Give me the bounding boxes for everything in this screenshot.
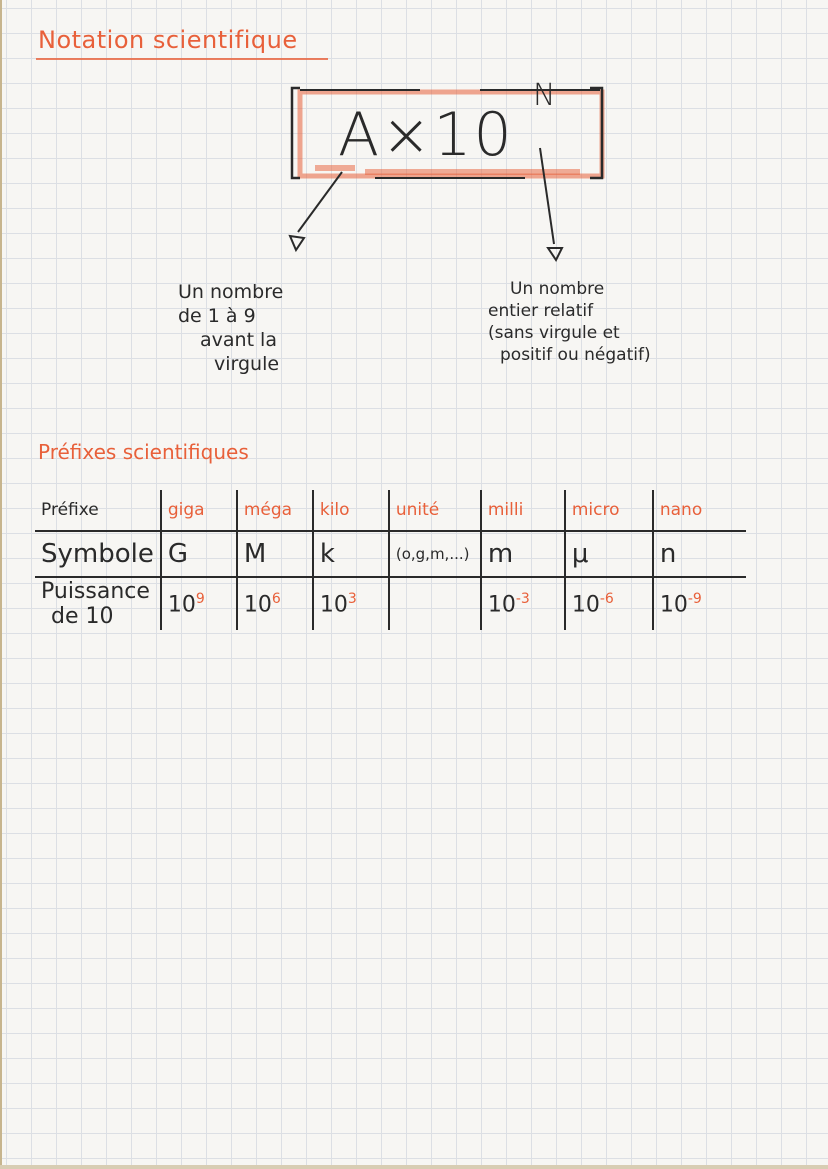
prefix-cell: micro <box>565 490 653 531</box>
prefix-cell: kilo <box>313 490 389 531</box>
symbol-cell: m <box>481 531 565 577</box>
symbol-cell: G <box>161 531 237 577</box>
page-title: Notation scientifique <box>38 26 298 54</box>
arrow-left-shaft <box>298 172 342 232</box>
left-note-line: Un nombre <box>178 281 284 303</box>
symbol-cell: k <box>313 531 389 577</box>
table-row-prefix <box>35 490 746 531</box>
right-note-line: (sans virgule et <box>488 323 620 343</box>
row-label-power <box>35 577 161 630</box>
right-note-line: Un nombre <box>510 279 605 299</box>
power-cell <box>313 577 389 630</box>
right-note-line: entier relatif <box>488 301 594 321</box>
power-base: 10 <box>571 592 600 618</box>
row-label-symbol: Symbole <box>35 531 161 577</box>
row-label-prefix: Préfixe <box>41 500 99 520</box>
power-exponent: -9 <box>687 590 702 607</box>
power-exponent: 6 <box>271 590 281 607</box>
power-base: 10 <box>659 592 688 618</box>
power-exponent: 3 <box>347 590 357 607</box>
power-exponent: -3 <box>515 590 530 607</box>
row-label-power-line: de 10 <box>51 604 114 629</box>
power-base: 10 <box>487 592 516 618</box>
formula-base: A×10 <box>338 100 514 170</box>
symbol-cell: μ <box>565 531 653 577</box>
prefix-cell: giga <box>161 490 237 531</box>
formula-exponent: N <box>533 78 558 113</box>
left-annotation <box>178 280 283 376</box>
arrow-right-shaft <box>540 148 554 244</box>
power-exponent: 9 <box>195 590 205 607</box>
symbol-cell: (o,g,m,...) <box>389 531 481 577</box>
power-base: 10 <box>243 592 272 618</box>
prefix-cell: unité <box>389 490 481 531</box>
formula <box>338 78 558 170</box>
power-exponent: -6 <box>599 590 614 607</box>
symbol-cell: n <box>653 531 746 577</box>
symbol-cell: M <box>237 531 313 577</box>
power-cell <box>481 577 565 630</box>
left-note-line: de 1 à 9 <box>178 305 256 327</box>
power-cell <box>389 577 481 630</box>
power-cell <box>161 577 237 630</box>
table-row-power <box>35 577 746 630</box>
arrow-right-head <box>548 248 562 260</box>
power-cell <box>237 577 313 630</box>
table-row-symbol <box>35 531 746 577</box>
right-annotation <box>488 278 651 366</box>
right-note-line: positif ou négatif) <box>500 345 651 365</box>
power-cell <box>653 577 746 630</box>
prefix-table <box>35 490 746 630</box>
left-note-line: virgule <box>214 353 280 375</box>
power-cell <box>565 577 653 630</box>
prefix-cell: nano <box>653 490 746 531</box>
power-base: 10 <box>167 592 196 618</box>
power-base: 10 <box>319 592 348 618</box>
arrow-left-head <box>290 236 304 250</box>
prefix-cell: milli <box>481 490 565 531</box>
section-subtitle: Préfixes scientifiques <box>38 440 249 464</box>
row-label-power-line: Puissance <box>41 579 150 604</box>
left-note-line: avant la <box>200 329 277 351</box>
prefix-cell: méga <box>237 490 313 531</box>
